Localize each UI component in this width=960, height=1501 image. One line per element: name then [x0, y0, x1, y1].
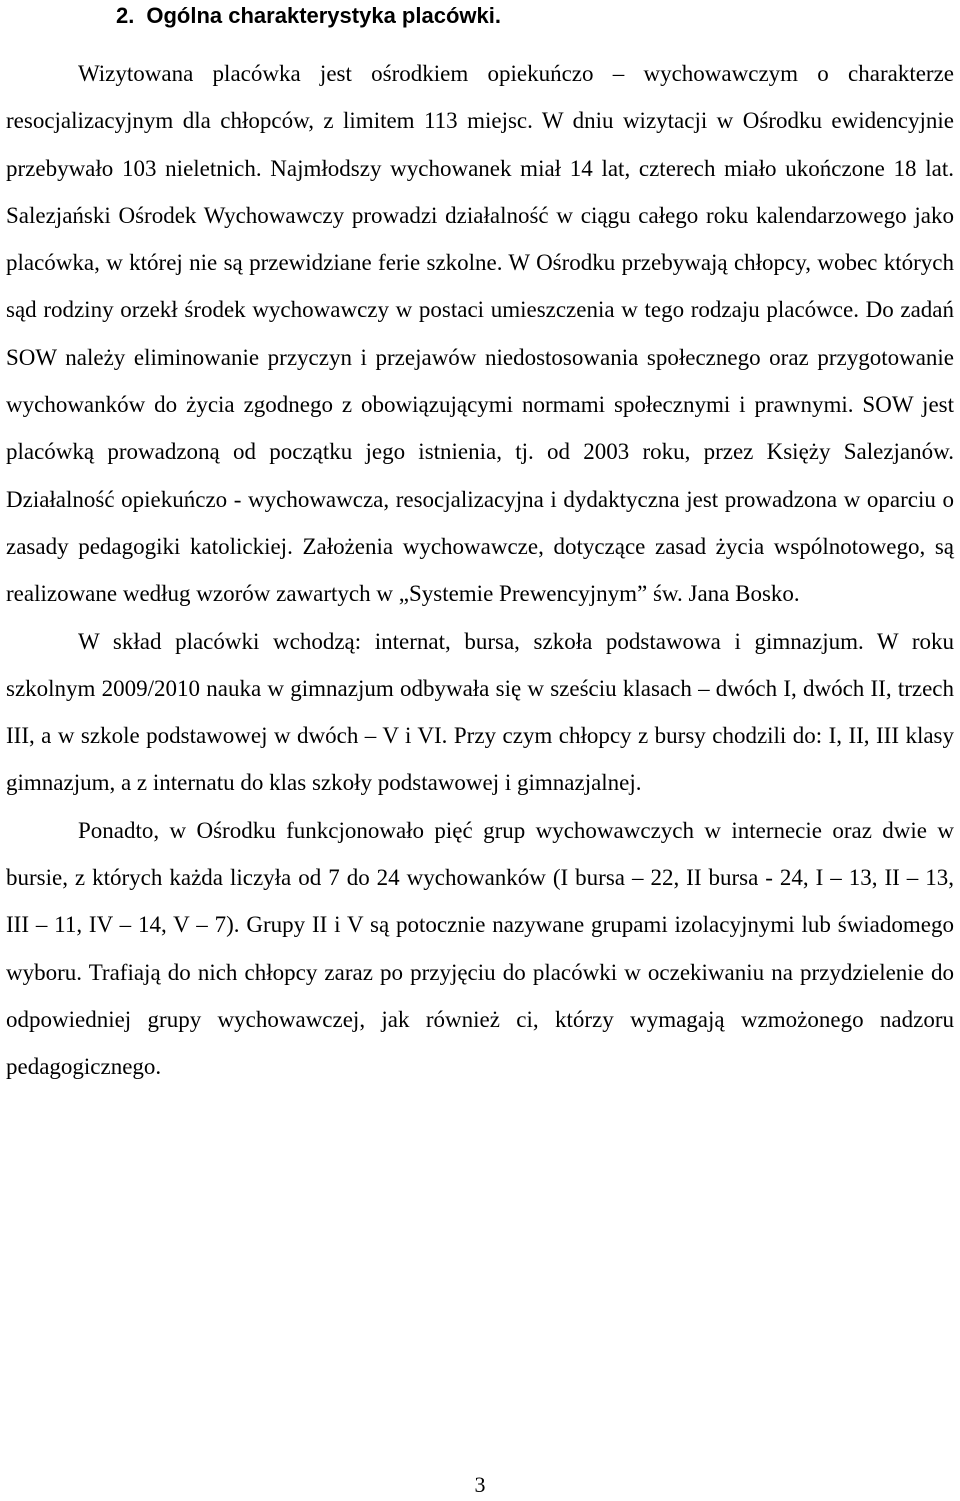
- paragraph-educational-groups: Ponadto, w Ośrodku funkcjonowało pięć grup wychowawczych w internecie oraz dwie w bursie, z których każda liczyła od 7 do 24 wychowanków (I bursa – 22, II bursa - 24, I – 13, II – 13, III – 11, IV – 14, V – 7). Grupy II i V są potocznie nazywane grupami izolacyjnymi lub świadomego wyboru. Trafiają do nich chłopcy zaraz po przyjęciu do placówki w oczekiwaniu na przydzielenie do odpowiedniej grupy wychowawczej, jak również ci, którzy wymagają wzmożonego nadzoru pedagogicznego.: [6, 817, 954, 1080]
- body-text: [6, 50, 954, 1091]
- section-title: Ogólna charakterystyka placówki.: [146, 3, 501, 28]
- document-page: [6, 0, 954, 1501]
- page-number: 3: [474, 1472, 486, 1497]
- section-number: 2.: [116, 3, 135, 28]
- paragraph-general-description: Wizytowana placówka jest ośrodkiem opiekuńczo – wychowawczym o charakterze resocjalizacyjnym dla chłopców, z limitem 113 miejsc. W dniu wizytacji w Ośrodku ewidencyjnie przebywało 103 nieletnich. Najmłodszy wychowanek miał 14 lat, czterech miało ukończone 18 lat. Salezjański Ośrodek Wychowawczy prowadzi działalność w ciągu całego roku kalendarzowego jako placówka, w której nie są przewidziane ferie szkolne. W Ośrodku przebywają chłopcy, wobec których sąd rodziny orzekł środek wychowawczy w postaci umieszczenia w tego rodzaju placówce. Do zadań SOW należy eliminowanie przyczyn i przejawów niedostosowania społecznego oraz przygotowanie wychowanków do życia zgodnego z obowiązującymi normami społecznymi i prawnymi. SOW jest placówką prowadzoną od początku jego istnienia, tj. od 2003 roku, przez Księży Salezjanów. Działalność opiekuńczo - wychowawcza, resocjalizacyjna i dydaktyczna jest prowadzona w oparciu o zasady pedagogiki katolickiej. Założenia wychowawcze, dotyczące zasad życia wspólnotowego, są realizowane według wzorów zawartych w „Systemie Prewencyjnym” św. Jana Bosko.: [6, 61, 954, 607]
- section-heading: [116, 3, 501, 29]
- paragraph-facility-composition: W skład placówki wchodzą: internat, bursa, szkoła podstawowa i gimnazjum. W roku szkolnym 2009/2010 nauka w gimnazjum odbywała się w sześciu klasach – dwóch I, dwóch II, trzech III, a w szkole podstawowej w dwóch – V i VI. Przy czym chłopcy z bursy chodzili do: I, II, III klasy gimnazjum, a z internatu do klas szkoły podstawowej i gimnazjalnej.: [6, 628, 954, 796]
